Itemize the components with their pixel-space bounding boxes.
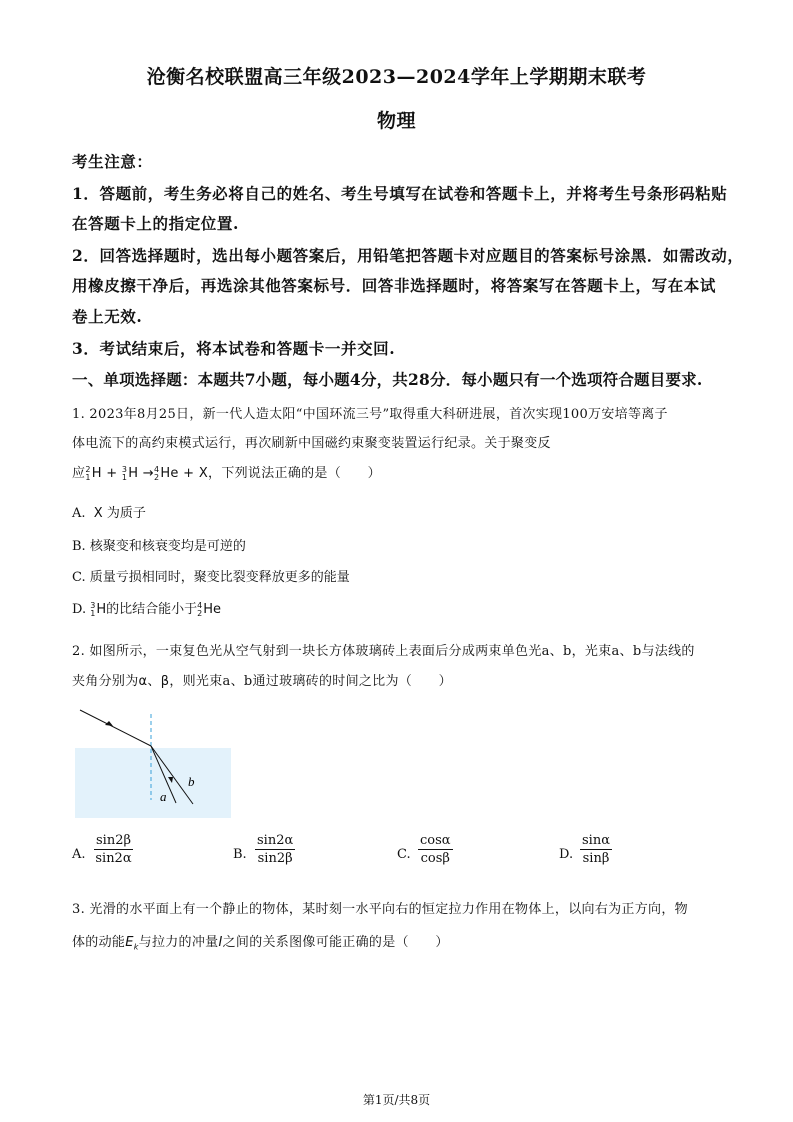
refraction-figure [72, 700, 242, 822]
notice-line: 卷上无效. [72, 307, 143, 326]
subject-title: 物理 [376, 110, 416, 132]
notice-line: 1．答题前，考生务必将自己的姓名、考生号填写在试卷和答题卡上，并将考生号条形码粘贴 [72, 184, 728, 203]
q1-prefix: 应 [72, 466, 86, 481]
incident-ray [80, 710, 151, 746]
q2-option-d-label[interactable]: D. [559, 847, 574, 862]
q2-option-c-label[interactable]: C. [397, 847, 411, 862]
exam-title: 沧衡名校联盟高三年级2023—2024学年上学期期末联考 [146, 66, 647, 88]
section-heading: 一、单项选择题：本题共7小题，每小题4分，共28分．每小题只有一个选项符合题目要求. [72, 370, 703, 389]
notice-line: 2．回答选择题时，选出每小题答案后，用铅笔把答题卡对应题目的答案标号涂黑．如需改动， [72, 246, 744, 265]
notice-line: 用橡皮擦干净后，再选涂其他答案标号．回答非选择题时，将答案写在答题卡上，写在本试 [72, 276, 717, 295]
q2-option-a-label[interactable]: A. [72, 847, 86, 862]
q2-option-d[interactable]: $\frac{\sin\alpha}{\sin\beta}$ [582, 833, 610, 866]
notice-line: 3．考试结束后，将本试卷和答题卡一并交回. [72, 339, 396, 358]
glass-brick [75, 748, 231, 818]
q2-option-b-label[interactable]: B. [233, 847, 247, 862]
q2-line: 夹角分别为α、β，则光束a、b通过玻璃砖的时间之比为（ ） [72, 674, 452, 689]
q2-line: 2. 如图所示，一束复色光从空气射到一块长方体玻璃砖上表面后分成两束单色光a、b，光束a、b与法线的 [72, 644, 695, 659]
q2-option-c[interactable]: $\frac{\cos\alpha}{\cos\beta}$ [420, 833, 451, 866]
fusion-equation: 2 1H + 3 1H →4 2He + X [85, 464, 209, 482]
label-a: a [160, 789, 167, 804]
notice-line: 在答题卡上的指定位置. [72, 214, 239, 233]
page-number: 第1页/共8页 [362, 1093, 431, 1107]
q2-option-a[interactable]: $\frac{\sin 2\beta}{\sin 2\alpha}$ [95, 833, 132, 866]
q1-option-b[interactable]: B. 核聚变和核衰变均是可逆的 [72, 539, 246, 554]
q3-line: 3. 光滑的水平面上有一个静止的物体，某时刻一水平向右的恒定拉力作用在物体上，以向右为正方向，物 [72, 902, 688, 917]
q1-line: 1. 2023年8月25日，新一代人造太阳“中国环流三号”取得重大科研进展，首次实现100万安培等离子 [72, 407, 668, 422]
q1-option-c[interactable]: C. 质量亏损相同时，聚变比裂变释放更多的能量 [72, 570, 350, 585]
q2-option-b[interactable]: $\frac{\sin 2\alpha}{\sin 2\beta}$ [257, 833, 294, 866]
q1-option-d[interactable]: D. 3 1H的比结合能小于4 2He [72, 600, 221, 618]
q1-equation-line [72, 462, 381, 482]
q3-line: 体的动能$E_k$与拉力的冲量I之间的关系图像可能正确的是（ ） [72, 935, 449, 952]
q1-option-a[interactable]: A. X 为质子 [72, 506, 146, 521]
notice-heading: 考生注意： [72, 152, 153, 171]
label-b: b [188, 774, 195, 789]
q1-suffix: ，下列说法正确的是（ ） [208, 466, 381, 481]
q1-line: 体电流下的高约束模式运行，再次刷新中国磁约束聚变装置运行纪录。关于聚变反 [72, 436, 551, 451]
